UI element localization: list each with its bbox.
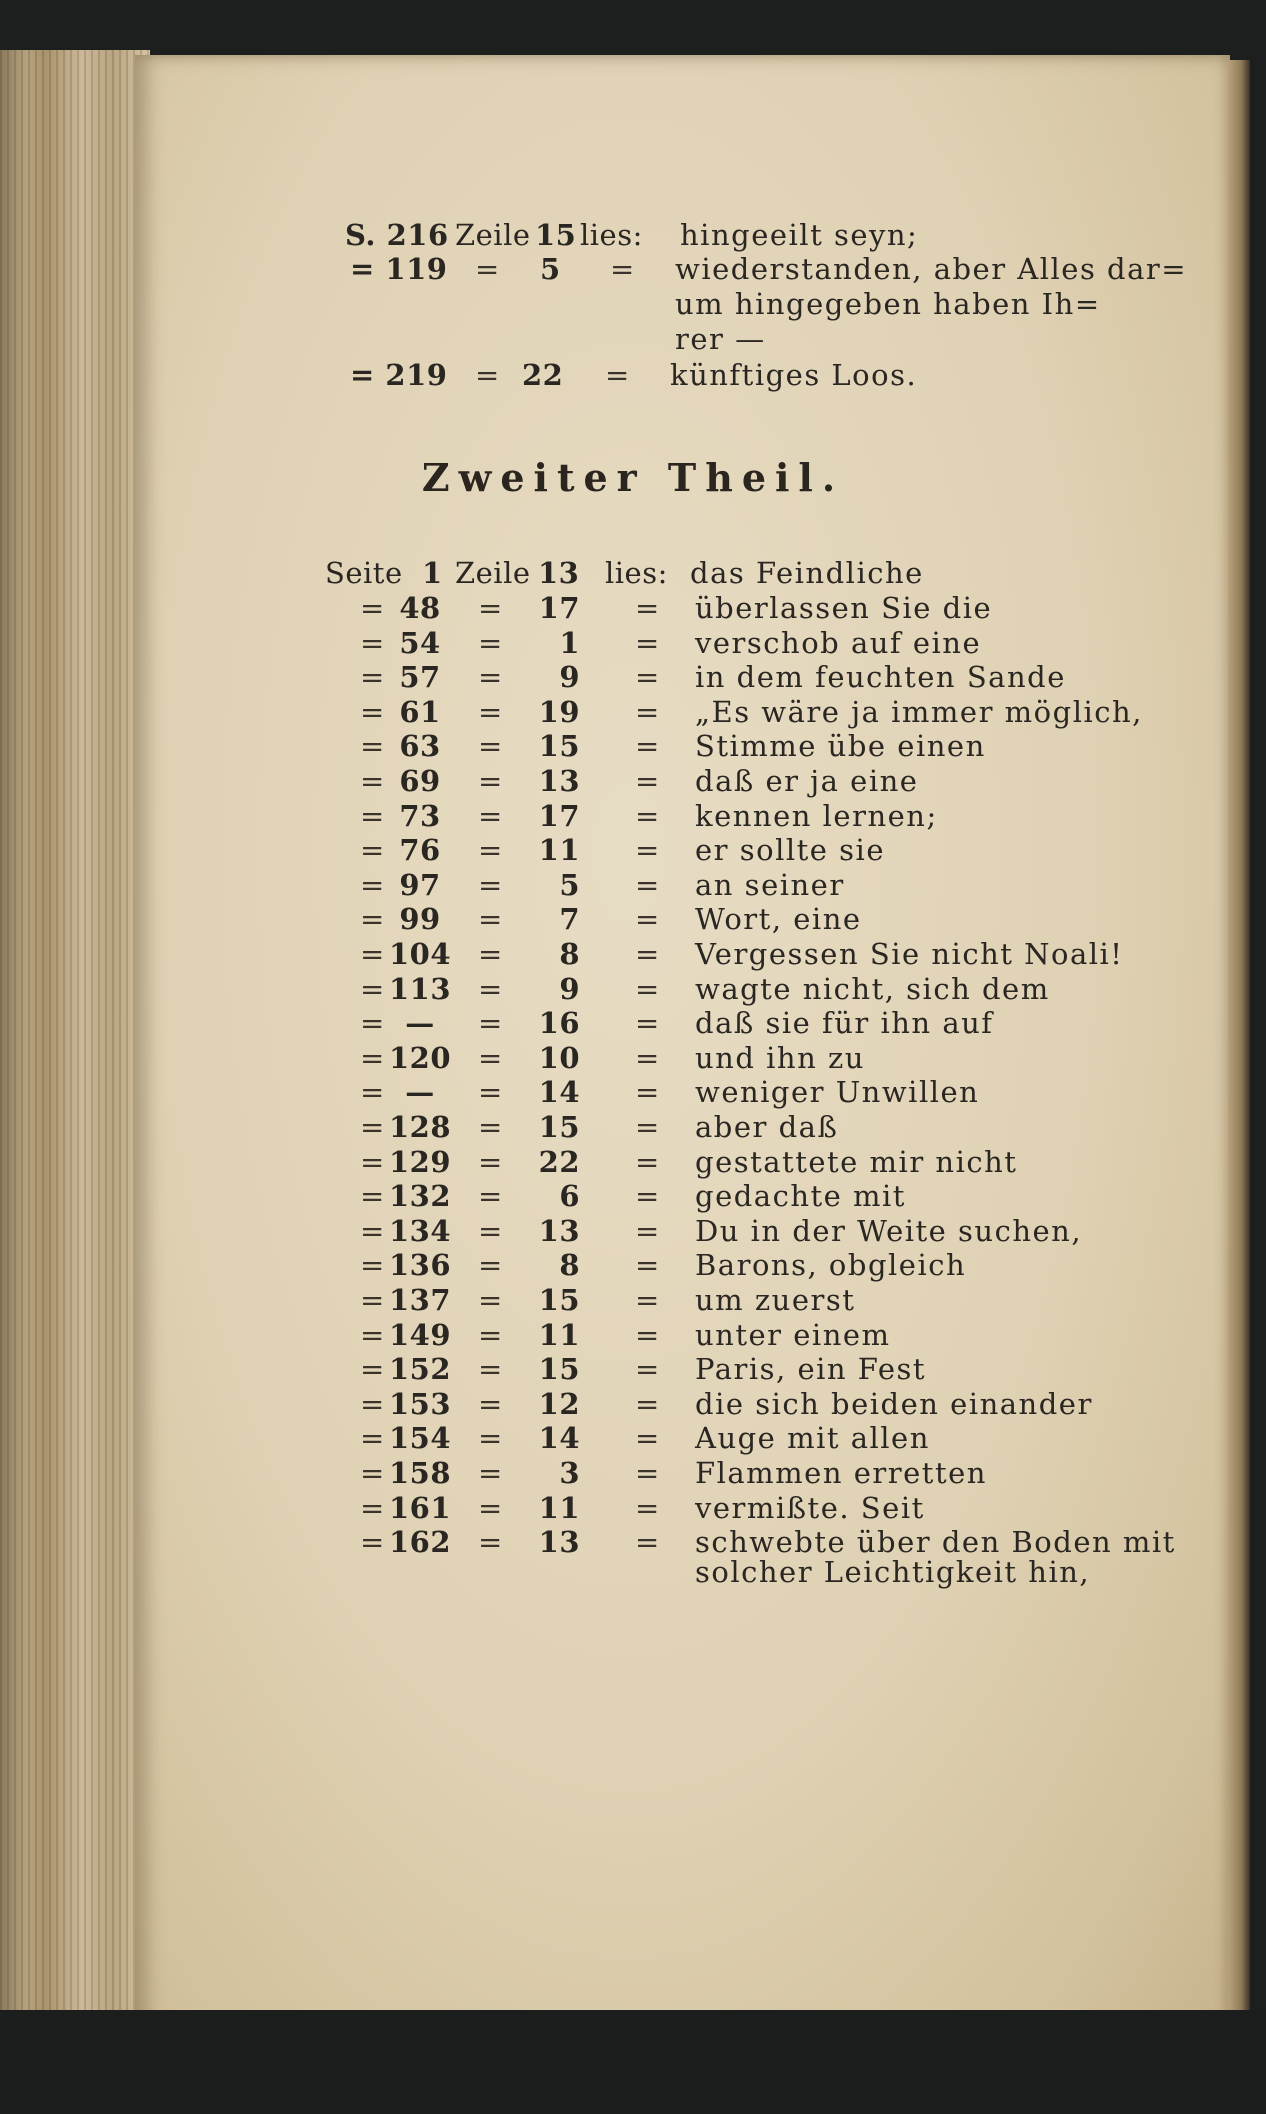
ditto-mark: = (635, 729, 660, 763)
correction-continuation: um hingegeben haben Ih= (675, 287, 1101, 321)
ditto-mark: = (360, 1145, 385, 1179)
line-ref: 17 (538, 591, 580, 625)
page-ref: 120 (388, 1041, 452, 1075)
ditto-mark: = (635, 833, 660, 867)
page-ref: 54 (399, 626, 441, 660)
page-ref: 104 (388, 937, 452, 971)
correction-text: überlassen Sie die (695, 591, 993, 625)
ditto-mark: = (360, 972, 385, 1006)
page-ref: 137 (388, 1283, 452, 1317)
correction-continuation: rer — (675, 322, 766, 356)
page-ref: 48 (399, 591, 441, 625)
ditto-mark: = (360, 799, 385, 833)
correction-text: die sich beiden einander (695, 1387, 1093, 1421)
line-ref: 5 (559, 868, 580, 902)
ditto-mark: = (478, 1179, 503, 1213)
page-label: Seite (325, 556, 403, 590)
ditto-mark: = (478, 695, 503, 729)
correction-text: aber daß (695, 1110, 839, 1144)
ditto-mark: = (360, 1214, 385, 1248)
line-ref: 15 (538, 1110, 580, 1144)
correction-text: Auge mit allen (695, 1421, 930, 1455)
line-ref: 11 (538, 833, 580, 867)
page-ref: 1 (422, 556, 443, 590)
ditto-mark: = (360, 1248, 385, 1282)
ditto-mark: = (478, 833, 503, 867)
ditto-mark: = (360, 868, 385, 902)
lies-label: lies: (580, 218, 643, 252)
ditto-mark: = (360, 1525, 385, 1559)
ditto-mark: = (635, 1491, 660, 1525)
ditto-mark: = (478, 1525, 503, 1559)
line-ref: 13 (538, 764, 580, 798)
correction-text: Wort, eine (695, 902, 862, 936)
correction-text: an seiner (695, 868, 845, 902)
ditto-mark: = (635, 1283, 660, 1317)
page-ref: 132 (388, 1179, 452, 1213)
ditto-mark: = (635, 1387, 660, 1421)
page-ref: S. 216 (345, 218, 449, 252)
correction-text: wiederstanden, aber Alles dar= (675, 252, 1188, 286)
ditto-mark: = (478, 1075, 503, 1109)
ditto-mark: = (478, 591, 503, 625)
page-ref: 57 (399, 660, 441, 694)
ditto-mark: = (635, 799, 660, 833)
page-ref: 152 (388, 1352, 452, 1386)
ditto-mark: = (360, 1421, 385, 1455)
book-page-edges (0, 50, 150, 2010)
ditto-mark: = (478, 1318, 503, 1352)
correction-text: daß er ja eine (695, 764, 919, 798)
correction-text: und ihn zu (695, 1041, 865, 1075)
lies-label: lies: (605, 556, 668, 590)
ditto-mark: = (635, 1525, 660, 1559)
line-ref: 15 (538, 1352, 580, 1386)
line-ref: 15 (538, 729, 580, 763)
correction-text: vermißte. Seit (695, 1491, 925, 1525)
correction-text: daß sie für ihn auf (695, 1006, 994, 1040)
ditto-mark: = (360, 1387, 385, 1421)
ditto-mark: = (635, 1214, 660, 1248)
correction-text: hingeeilt seyn; (680, 218, 919, 252)
page-ref: 63 (399, 729, 441, 763)
ditto-mark: = (360, 937, 385, 971)
line-ref: 7 (559, 902, 580, 936)
ditto-mark: = (360, 626, 385, 660)
page-ref: 61 (399, 695, 441, 729)
ditto-mark: = (360, 1318, 385, 1352)
ditto-mark: = (475, 358, 500, 392)
page-ref: 153 (388, 1387, 452, 1421)
page-ref: — (405, 1006, 435, 1040)
ditto-mark: = (635, 1248, 660, 1282)
page-ref: 69 (399, 764, 441, 798)
ditto-mark: = (478, 729, 503, 763)
page-ref: 162 (388, 1525, 452, 1559)
ditto-mark: = (635, 1145, 660, 1179)
line-ref: 8 (559, 1248, 580, 1282)
correction-text: weniger Unwillen (695, 1075, 980, 1109)
ditto-mark: = (360, 695, 385, 729)
ditto-mark: = (478, 1145, 503, 1179)
line-ref: 9 (559, 660, 580, 694)
ditto-mark: = (635, 1041, 660, 1075)
page-ref: = 119 (350, 252, 448, 286)
page-ref: 161 (388, 1491, 452, 1525)
ditto-mark: = (360, 1491, 385, 1525)
page-ref: 73 (399, 799, 441, 833)
correction-text: Vergessen Sie nicht Noali! (695, 937, 1124, 971)
ditto-mark: = (478, 1456, 503, 1490)
ditto-mark: = (360, 764, 385, 798)
page-ref: 158 (388, 1456, 452, 1490)
ditto-mark: = (478, 1352, 503, 1386)
ditto-mark: = (360, 1283, 385, 1317)
correction-text: gedachte mit (695, 1179, 906, 1213)
correction-text: gestattete mir nicht (695, 1145, 1018, 1179)
ditto-mark: = (360, 660, 385, 694)
line-label: Zeile (455, 218, 531, 252)
ditto-mark: = (635, 764, 660, 798)
ditto-mark: = (635, 1179, 660, 1213)
ditto-mark: = (635, 937, 660, 971)
line-ref: 12 (538, 1387, 580, 1421)
ditto-mark: = (475, 252, 500, 286)
line-ref: 14 (538, 1421, 580, 1455)
ditto-mark: = (635, 660, 660, 694)
background-shadow (0, 2010, 1266, 2114)
correction-text: Stimme übe einen (695, 729, 986, 763)
line-ref: 22 (538, 1145, 580, 1179)
page-ref: 136 (388, 1248, 452, 1282)
ditto-mark: = (360, 591, 385, 625)
ditto-mark: = (635, 1421, 660, 1455)
line-ref: 11 (538, 1318, 580, 1352)
page-ref: 128 (388, 1110, 452, 1144)
page-right-edge (1228, 60, 1250, 2050)
line-ref: 11 (538, 1491, 580, 1525)
line-ref: 16 (538, 1006, 580, 1040)
ditto-mark: = (635, 972, 660, 1006)
ditto-mark: = (478, 1283, 503, 1317)
ditto-mark: = (478, 1110, 503, 1144)
ditto-mark: = (478, 1248, 503, 1282)
ditto-mark: = (635, 1006, 660, 1040)
ditto-mark: = (478, 868, 503, 902)
page-ref: 149 (388, 1318, 452, 1352)
ditto-mark: = (635, 626, 660, 660)
ditto-mark: = (360, 1006, 385, 1040)
ditto-mark: = (635, 591, 660, 625)
line-ref: 13 (538, 556, 580, 590)
ditto-mark: = (635, 695, 660, 729)
page-ref: 76 (399, 833, 441, 867)
line-ref: 8 (559, 937, 580, 971)
line-ref: 10 (538, 1041, 580, 1075)
correction-text: Du in der Weite suchen, (695, 1214, 1083, 1248)
ditto-mark: = (360, 1075, 385, 1109)
correction-text: schwebte über den Boden mit (695, 1525, 1176, 1559)
ditto-mark: = (360, 833, 385, 867)
page-ref: 113 (388, 972, 452, 1006)
line-ref: 17 (538, 799, 580, 833)
line-ref: 3 (559, 1456, 580, 1490)
section-title: Zweiter Theil. (421, 455, 845, 500)
ditto-mark: = (478, 937, 503, 971)
ditto-mark: = (635, 1318, 660, 1352)
ditto-mark: = (478, 1491, 503, 1525)
page-ref: 97 (399, 868, 441, 902)
ditto-mark: = (360, 1179, 385, 1213)
correction-text: wagte nicht, sich dem (695, 972, 1050, 1006)
correction-text: um zuerst (695, 1283, 856, 1317)
correction-text: in dem feuchten Sande (695, 660, 1066, 694)
ditto-mark: = (478, 1041, 503, 1075)
ditto-mark: = (635, 868, 660, 902)
line-ref: 22 (522, 358, 564, 392)
ditto-mark: = (360, 729, 385, 763)
correction-text: Barons, obgleich (695, 1248, 967, 1282)
ditto-mark: = (360, 1041, 385, 1075)
line-ref: 9 (559, 972, 580, 1006)
ditto-mark: = (478, 660, 503, 694)
line-ref: 19 (538, 695, 580, 729)
ditto-mark: = (635, 1075, 660, 1109)
page-ref: 129 (388, 1145, 452, 1179)
ditto-mark: = (478, 799, 503, 833)
ditto-mark: = (610, 252, 635, 286)
page-ref: — (405, 1075, 435, 1109)
correction-text: kennen lernen; (695, 799, 938, 833)
page-ref: 99 (399, 902, 441, 936)
line-ref: 15 (538, 1283, 580, 1317)
ditto-mark: = (478, 1214, 503, 1248)
line-ref: 15 (535, 218, 577, 252)
ditto-mark: = (360, 1110, 385, 1144)
ditto-mark: = (360, 1352, 385, 1386)
ditto-mark: = (605, 358, 630, 392)
line-ref: 5 (540, 252, 561, 286)
ditto-mark: = (360, 1456, 385, 1490)
ditto-mark: = (478, 764, 503, 798)
ditto-mark: = (635, 1352, 660, 1386)
line-ref: 14 (538, 1075, 580, 1109)
line-ref: 6 (559, 1179, 580, 1213)
ditto-mark: = (478, 902, 503, 936)
page-ref: 134 (388, 1214, 452, 1248)
ditto-mark: = (478, 972, 503, 1006)
correction-text: „Es wäre ja immer möglich, (695, 695, 1143, 729)
correction-continuation: solcher Leichtigkeit hin, (695, 1555, 1091, 1589)
ditto-mark: = (478, 1421, 503, 1455)
correction-text: das Feindliche (690, 556, 924, 590)
correction-text: Paris, ein Fest (695, 1352, 927, 1386)
correction-text: künftiges Loos. (670, 358, 918, 392)
ditto-mark: = (635, 902, 660, 936)
correction-text: er sollte sie (695, 833, 885, 867)
line-ref: 1 (559, 626, 580, 660)
page-ref: 154 (388, 1421, 452, 1455)
ditto-mark: = (635, 1456, 660, 1490)
ditto-mark: = (635, 1110, 660, 1144)
correction-text: Flammen erretten (695, 1456, 987, 1490)
correction-text: unter einem (695, 1318, 891, 1352)
ditto-mark: = (478, 1006, 503, 1040)
ditto-mark: = (478, 626, 503, 660)
ditto-mark: = (360, 902, 385, 936)
ditto-mark: = (478, 1387, 503, 1421)
line-ref: 13 (538, 1214, 580, 1248)
line-ref: 13 (538, 1525, 580, 1559)
correction-text: verschob auf eine (695, 626, 982, 660)
line-label: Zeile (455, 556, 531, 590)
page-ref: = 219 (350, 358, 448, 392)
